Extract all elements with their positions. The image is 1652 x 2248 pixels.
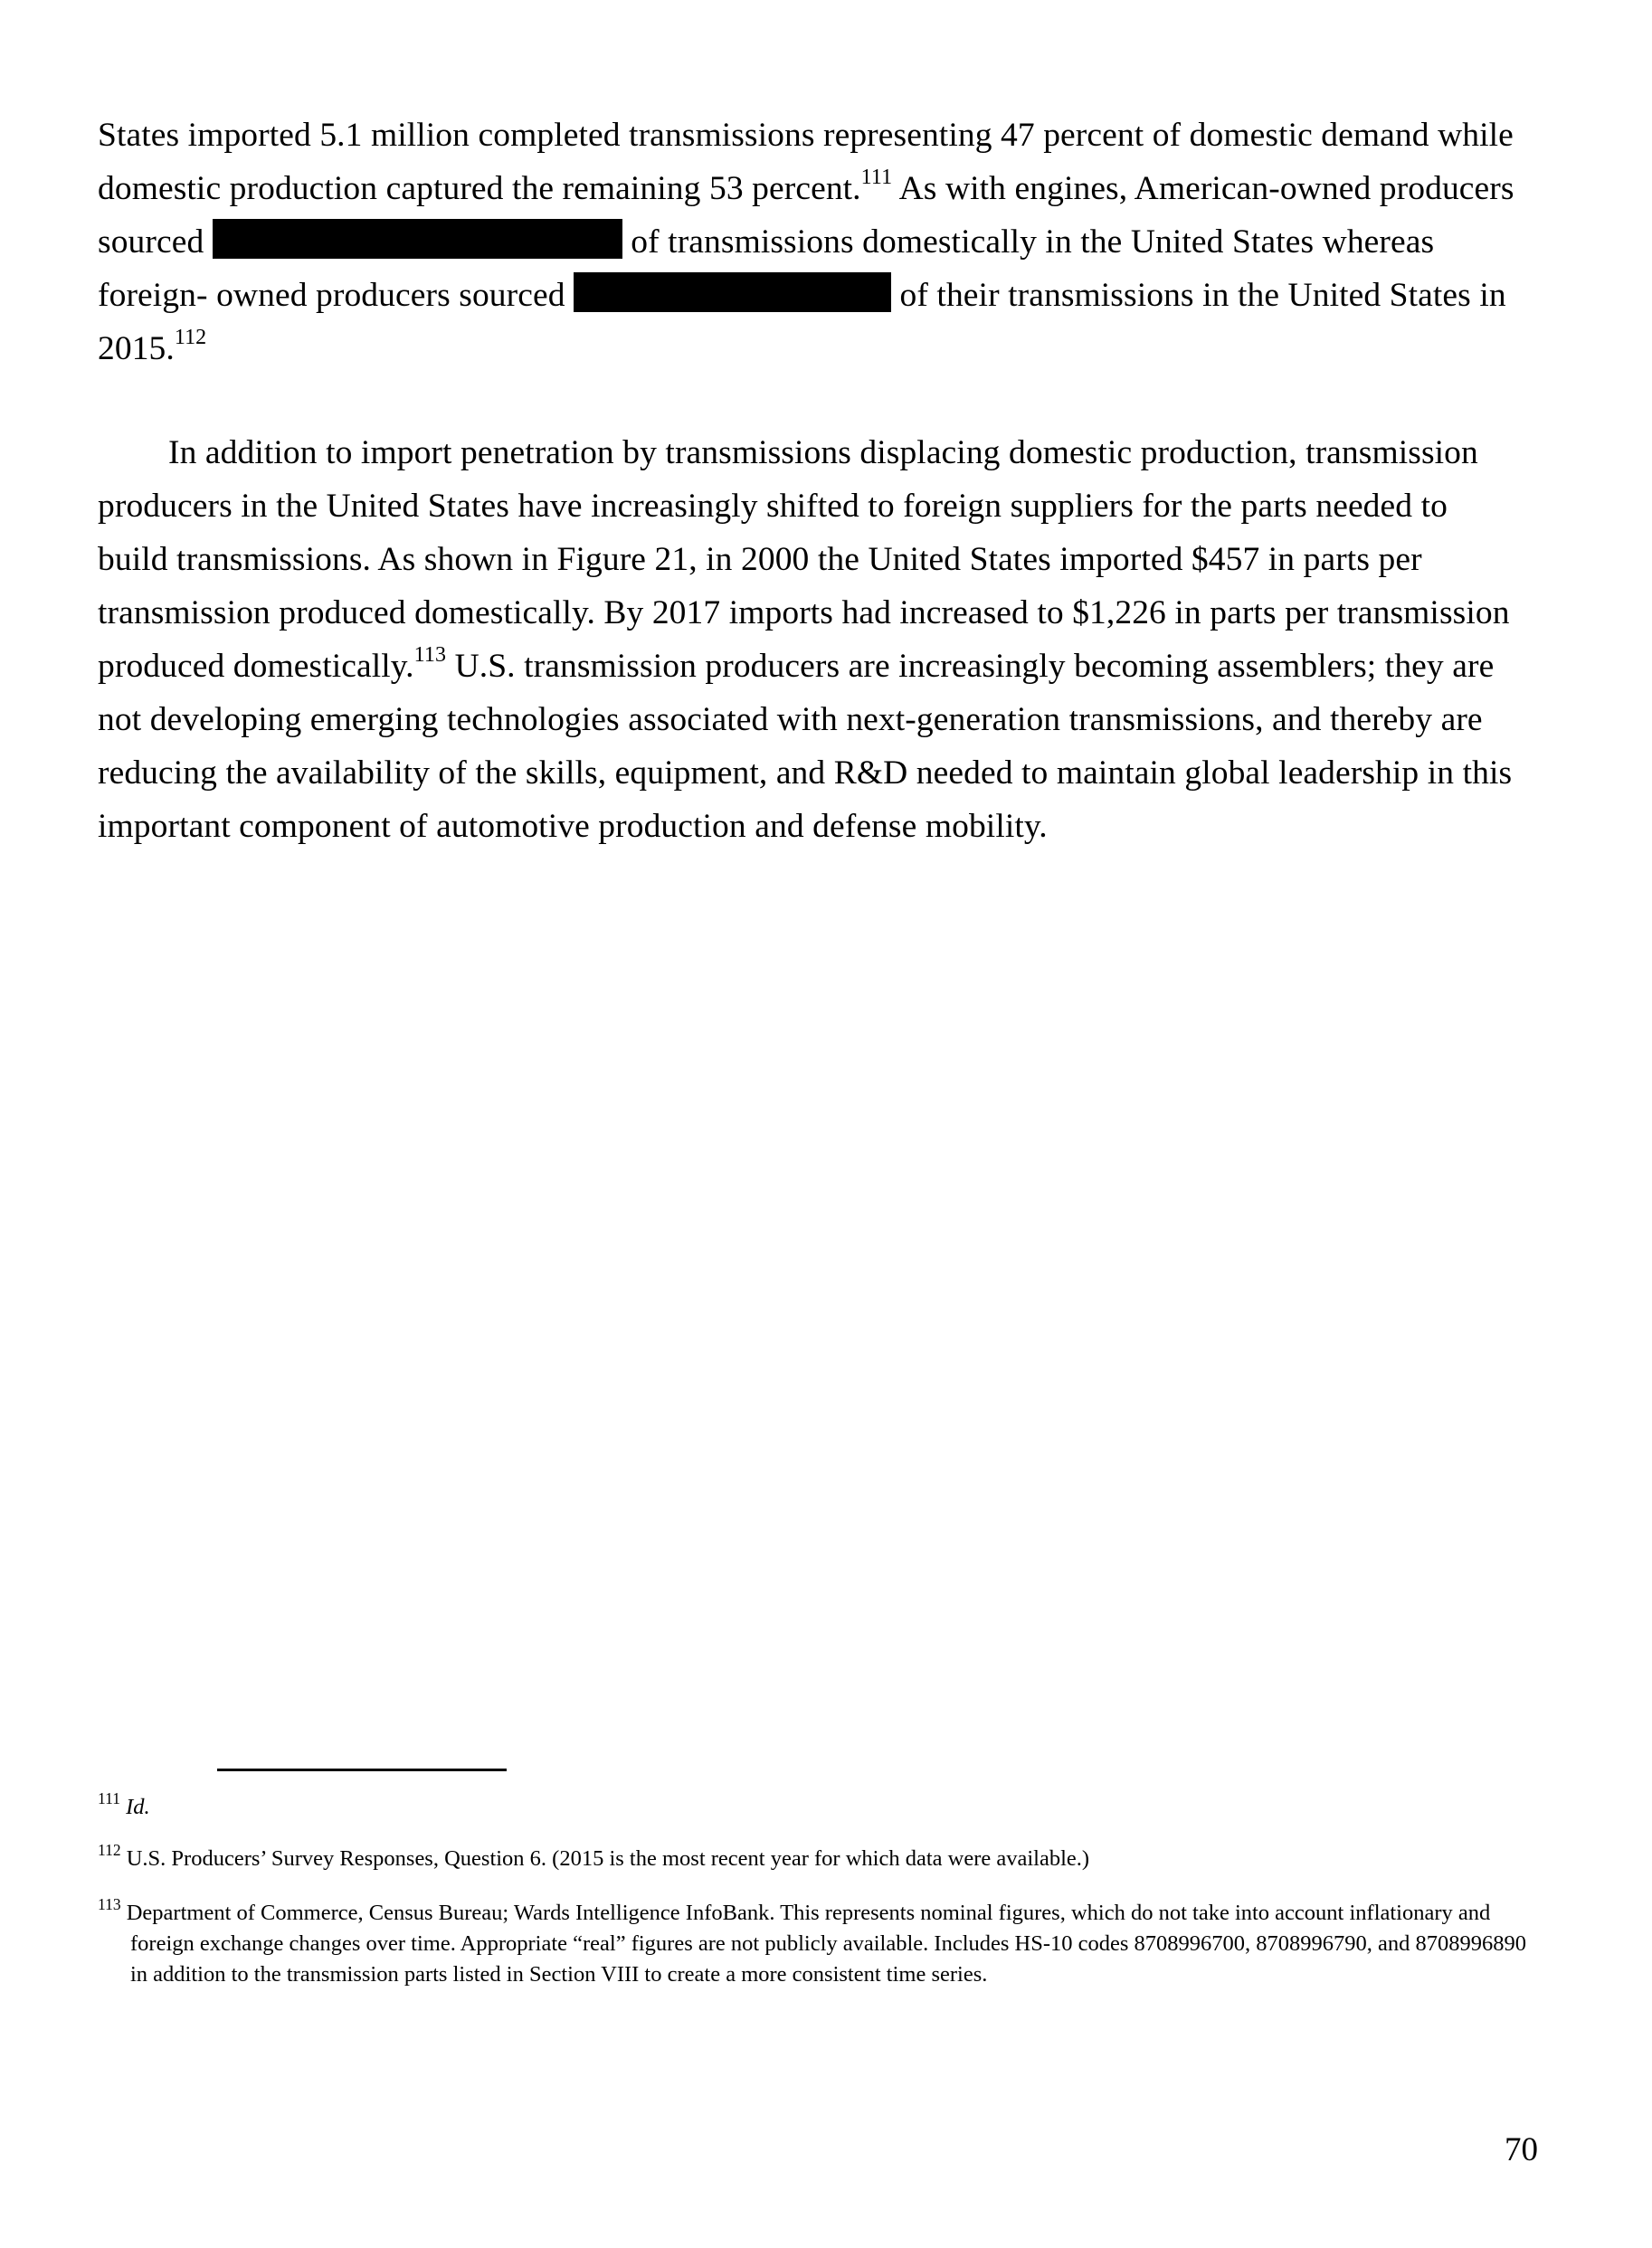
- footnote-111-number: 111: [98, 1789, 120, 1807]
- paragraph-1-line-5: owned producers sourced: [216, 277, 574, 314]
- footnote-111: [98, 1789, 1527, 1823]
- paragraph-spacer: [98, 375, 1518, 426]
- paragraph-1: [98, 109, 1518, 375]
- footnote-112-number: 112: [98, 1841, 121, 1859]
- footnote-ref-112[interactable]: 112: [174, 326, 207, 349]
- paragraph-1-line-2: domestic demand while domestic production captured the remaining 53 percent.: [98, 117, 1514, 207]
- paragraph-2-part-b: U.S. transmission producers are increasingly becoming assemblers; they are not developing emerging technologies associated with next-generation transmissions, and thereby are reducing the availability of the skills, equipment, and R&D needed to maintain global leadership in this important component of automotive production and defense mobility.: [98, 648, 1513, 845]
- footnote-113-number: 113: [98, 1895, 121, 1913]
- footnote-ref-111[interactable]: 111: [860, 166, 893, 189]
- paragraph-1-line-6: of their transmissions in: [891, 277, 1230, 314]
- paragraph-2-part-a: In addition to import penetration by transmissions displacing domestic production, transmission producers in the United States have increasingly shifted to foreign suppliers for the parts needed to build transmissions. As shown in Figure 21, in 2000 the United States imported $457 in parts per transmission produced domestically. By 2017 imports had increased to $1,226 in parts per transmission produced domestically.: [98, 434, 1510, 685]
- paragraph-1-line-3: As with engines, American-owned producers sourced: [98, 170, 1514, 261]
- page-body: [98, 109, 1518, 853]
- footnote-112: [98, 1841, 1527, 1874]
- paragraph-1-line-4: of transmissions domestically in the United States whereas foreign-: [98, 223, 1435, 314]
- footnote-112-text: U.S. Producers’ Survey Responses, Question 6. (2015 is the most recent year for which data were available.): [126, 1846, 1090, 1871]
- redaction-bar-2: [478, 219, 622, 259]
- page-number: 70: [1505, 2131, 1538, 2168]
- footnote-separator-rule: [217, 1769, 507, 1771]
- footnote-ref-113[interactable]: 113: [413, 643, 447, 667]
- paragraph-1-line-7: the United States in 2015.: [98, 277, 1506, 367]
- paragraph-1-line-1: States imported 5.1 million completed transmissions representing 47 percent of: [98, 117, 1182, 154]
- footnote-113-text: Department of Commerce, Census Bureau; Wards Intelligence InfoBank. This represents nominal figures, which do not take into account inflationary and foreign exchange changes over time. Appropriate “real” figures are not publicly available. Includes HS-10 codes 8708996700, 8708996790, and 8708996890 in addition to the transmission parts listed in Section VIII to create a more consistent time series.: [126, 1901, 1527, 1987]
- paragraph-2: [98, 426, 1518, 853]
- redaction-bar-3: [574, 272, 891, 312]
- redaction-bar-1: [213, 219, 478, 259]
- footnote-section: [98, 1769, 1527, 1990]
- footnote-113: [98, 1895, 1527, 1990]
- footnote-111-text: Id.: [126, 1795, 150, 1819]
